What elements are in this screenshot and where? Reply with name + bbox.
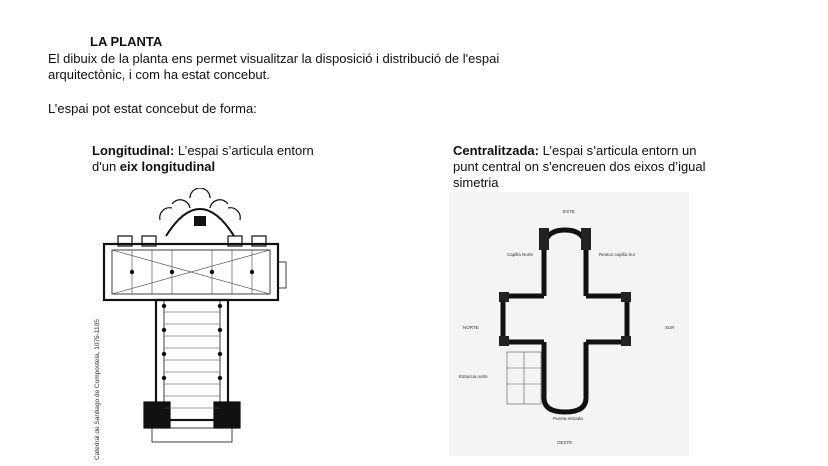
label-capilla-norte: Capilla Norte	[507, 252, 534, 257]
label-norte: NORTE	[463, 325, 479, 330]
longitudinal-description	[92, 143, 322, 175]
label-restos-capilla-sur: Restos capilla Sur	[599, 252, 636, 257]
label-estancia-norte: Estancia norte	[459, 374, 488, 379]
label-sur: SUR	[665, 325, 675, 330]
label-este: ESTE	[563, 209, 575, 214]
intro-question: L’espai pot estat concebut de forma:	[48, 101, 257, 116]
centralized-floor-plan-panel	[449, 192, 689, 456]
centralized-label: Centralitzada:	[453, 143, 539, 158]
longitudinal-floor-plan	[92, 188, 292, 463]
label-puerta-entrada: Puerta entrada	[553, 416, 583, 421]
intro-paragraph: El dibuix de la planta ens permet visualitzar la disposició i distribució de l'espai arquitectònic, i com ha estat concebut.	[48, 51, 500, 82]
centralized-text: L’espai s’articula entorn un punt central on s'encreuen dos eixos d’igual simetria	[453, 143, 706, 190]
longitudinal-text: L’espai s’articula entorn d'un	[92, 143, 314, 174]
section-title: LA PLANTA	[90, 34, 163, 49]
plan-caption: Catedral de Santiago de Compostela, 1075-1105	[94, 319, 101, 460]
longitudinal-bold: eix longitudinal	[119, 159, 216, 174]
label-oeste: OESTE	[557, 440, 573, 445]
longitudinal-label: Longitudinal:	[92, 143, 175, 158]
centralized-description	[453, 143, 713, 191]
